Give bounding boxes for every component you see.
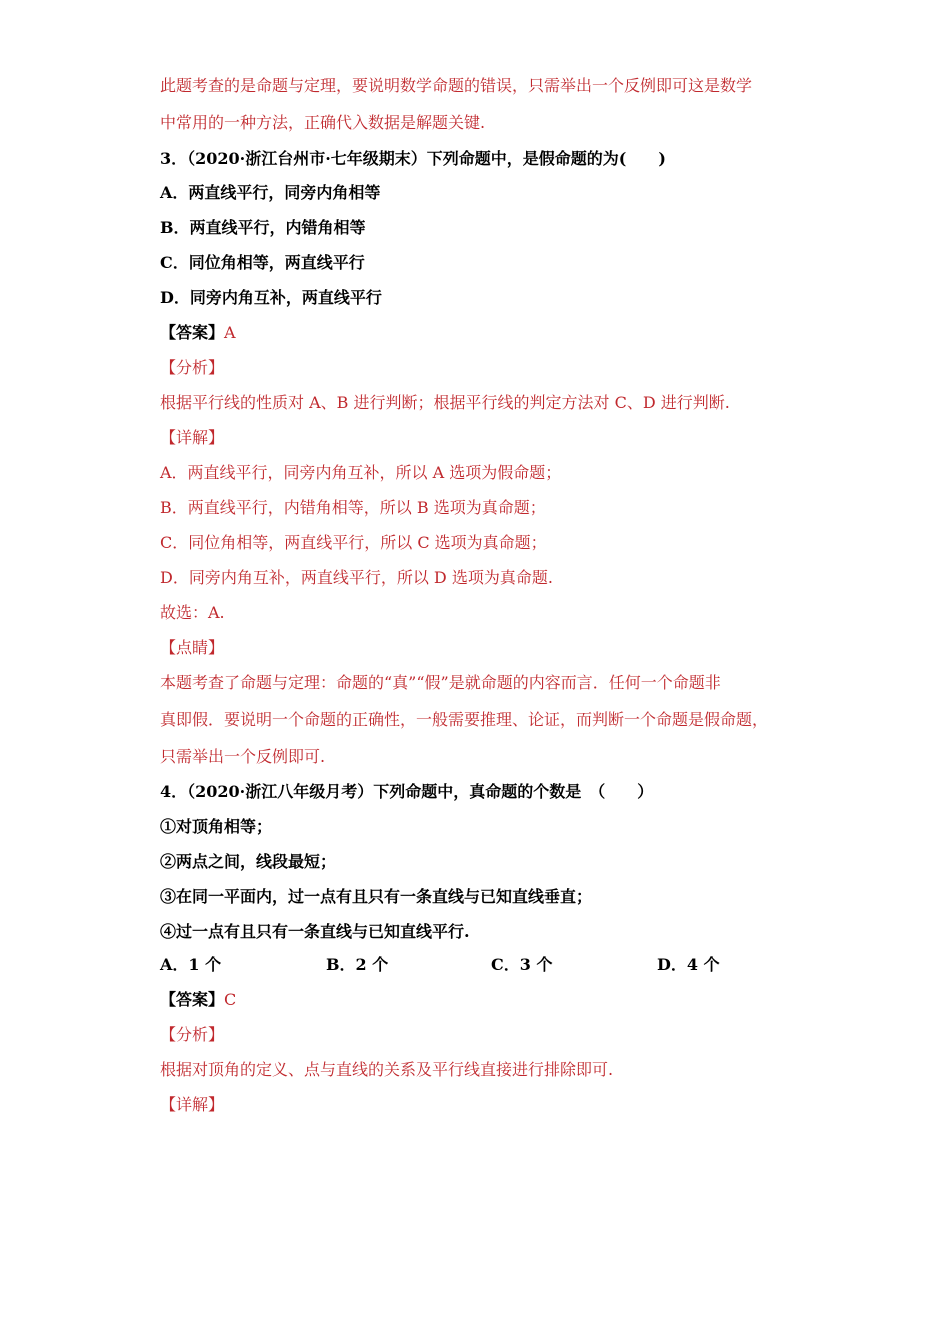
answer-label: 【答案】	[160, 990, 225, 1009]
q3-option-b: B．两直线平行，内错角相等	[160, 218, 366, 237]
q4-answer	[160, 990, 236, 1010]
intro-line-2: 中常用的一种方法，正确代入数据是解题关键.	[160, 113, 486, 132]
q3-option-c: C．同位角相等，两直线平行	[160, 253, 365, 272]
q4-statement-2: ②两点之间，线段最短；	[160, 852, 337, 871]
q3-detail-a: A．两直线平行，同旁内角互补，所以 A 选项为假命题；	[160, 463, 562, 482]
q4-detail-label: 【详解】	[160, 1095, 225, 1114]
q3-option-a: A．两直线平行，同旁内角相等	[160, 183, 381, 202]
q3-detail-d: D．同旁内角互补，两直线平行，所以 D 选项为真命题.	[160, 568, 553, 587]
q4-analysis-text: 根据对顶角的定义、点与直线的关系及平行线直接进行排除即可.	[160, 1060, 614, 1079]
q3-answer	[160, 323, 236, 343]
q3-choice: 故选：A.	[160, 603, 225, 622]
q3-comment-line-2: 真即假．要说明一个命题的正确性，一般需要推理、论证，而判断一个命题是假命题，	[160, 710, 769, 729]
q4-analysis-label: 【分析】	[160, 1025, 225, 1044]
q3-comment-label: 【点睛】	[160, 638, 225, 657]
q4-option-a: A．1 个	[160, 955, 222, 974]
q3-analysis-label: 【分析】	[160, 358, 225, 377]
q3-detail-b: B．两直线平行，内错角相等，所以 B 选项为真命题；	[160, 498, 546, 517]
q4-option-b: B．2 个	[326, 955, 389, 974]
intro-line-1: 此题考查的是命题与定理，要说明数学命题的错误，只需举出一个反例即可这是数学	[160, 76, 753, 95]
q3-analysis-text: 根据平行线的性质对 A、B 进行判断；根据平行线的判定方法对 C、D 进行判断.	[160, 393, 730, 412]
question-3-stem: 3．（2020·浙江台州市·七年级期末）下列命题中，是假命题的为( )	[160, 149, 666, 168]
q4-option-c: C．3 个	[491, 955, 553, 974]
q3-detail-c: C．同位角相等，两直线平行，所以 C 选项为真命题；	[160, 533, 547, 552]
answer-value: C	[224, 990, 237, 1009]
answer-value: A	[224, 323, 236, 342]
answer-label: 【答案】	[160, 323, 225, 342]
question-4-stem: 4．（2020·浙江八年级月考）下列命题中，真命题的个数是 （ ）	[160, 782, 654, 801]
q4-option-d: D．4 个	[657, 955, 720, 974]
q3-comment-line-3: 只需举出一个反例即可.	[160, 747, 326, 766]
q3-option-d: D．同旁内角互补，两直线平行	[160, 288, 382, 307]
q4-statement-4: ④过一点有且只有一条直线与已知直线平行.	[160, 922, 470, 941]
q4-statement-1: ①对顶角相等；	[160, 817, 273, 836]
q3-comment-line-1: 本题考查了命题与定理：命题的“真”“假”是就命题的内容而言．任何一个命题非	[160, 673, 721, 692]
q4-statement-3: ③在同一平面内，过一点有且只有一条直线与已知直线垂直；	[160, 887, 593, 906]
q3-detail-label: 【详解】	[160, 428, 225, 447]
